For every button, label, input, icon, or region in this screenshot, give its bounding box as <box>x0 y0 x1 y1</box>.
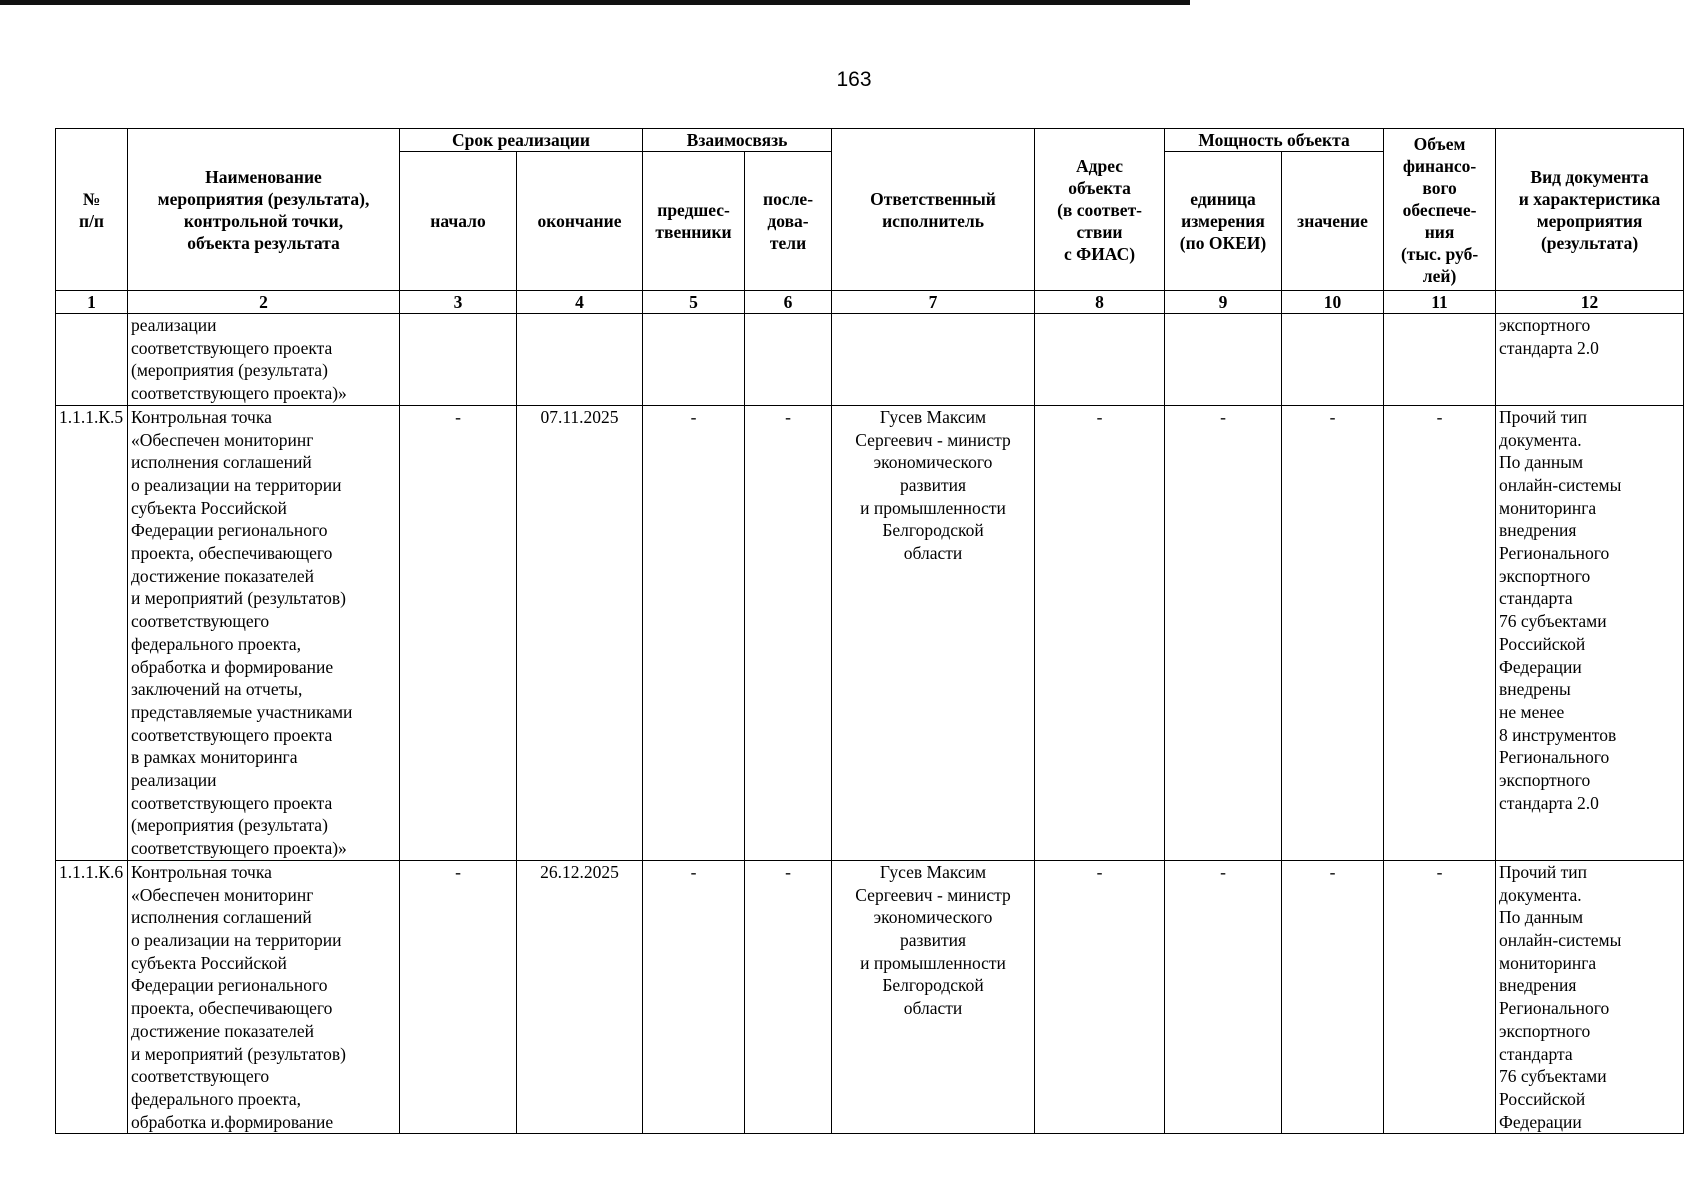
column-numbers-row <box>56 291 1684 314</box>
row-funding: - <box>1384 860 1496 1133</box>
row-unit: - <box>1165 860 1282 1133</box>
table-row <box>56 405 1684 860</box>
row-predecessors <box>643 314 745 406</box>
row-funding: - <box>1384 405 1496 860</box>
column-number: 1 <box>56 291 128 314</box>
header-end: окончание <box>517 152 643 291</box>
table-header <box>56 129 1684 314</box>
header-document: Вид документа и характеристика мероприятия (результата) <box>1496 129 1684 291</box>
column-number: 7 <box>832 291 1035 314</box>
column-number: 6 <box>745 291 832 314</box>
column-number: 2 <box>128 291 400 314</box>
column-number: 11 <box>1384 291 1496 314</box>
row-address <box>1035 314 1165 406</box>
row-predecessors: - <box>643 405 745 860</box>
row-name: реализации соответствующего проекта (мероприятия (результата) соответствующего проекта)» <box>128 314 400 406</box>
page-number: 163 <box>836 68 872 91</box>
row-name: Контрольная точка «Обеспечен мониторинг исполнения соглашений о реализации на территории субъекта Российской Федерации регионального проекта, обеспечивающего достижение показателей и мероприятий (результатов) соответствующего федерального проекта, обработка и формирование заключений на отчеты, представляемые участниками соответствующего проекта в рамках мониторинга реализации соответствующего проекта (мероприятия (результата) соответствующего проекта)» <box>128 405 400 860</box>
row-responsible: Гусев Максим Сергеевич - министр экономического развития и промышленности Белгородской области <box>832 405 1035 860</box>
column-number: 10 <box>1282 291 1384 314</box>
row-value: - <box>1282 405 1384 860</box>
column-number: 5 <box>643 291 745 314</box>
row-number <box>56 314 128 406</box>
header-responsible: Ответственный исполнитель <box>832 129 1035 291</box>
row-end: 26.12.2025 <box>517 860 643 1133</box>
row-unit <box>1165 314 1282 406</box>
table-body <box>56 314 1684 1134</box>
row-successors: - <box>745 860 832 1133</box>
top-border-rule <box>0 0 1190 5</box>
row-start <box>400 314 517 406</box>
column-number: 4 <box>517 291 643 314</box>
header-successors: после- дова- тели <box>745 152 832 291</box>
header-predecessors: предшес- твенники <box>643 152 745 291</box>
row-start: - <box>400 405 517 860</box>
row-successors: - <box>745 405 832 860</box>
row-number: 1.1.1.К.5 <box>56 405 128 860</box>
row-end <box>517 314 643 406</box>
column-number: 12 <box>1496 291 1684 314</box>
plan-table <box>55 128 1684 1134</box>
header-unit: единица измерения (по ОКЕИ) <box>1165 152 1282 291</box>
column-number: 8 <box>1035 291 1165 314</box>
row-end: 07.11.2025 <box>517 405 643 860</box>
row-responsible: Гусев Максим Сергеевич - министр экономического развития и промышленности Белгородской области <box>832 860 1035 1133</box>
row-successors <box>745 314 832 406</box>
row-responsible <box>832 314 1035 406</box>
row-address: - <box>1035 405 1165 860</box>
row-unit: - <box>1165 405 1282 860</box>
header-value: значение <box>1282 152 1384 291</box>
row-funding <box>1384 314 1496 406</box>
row-value <box>1282 314 1384 406</box>
row-name: Контрольная точка «Обеспечен мониторинг исполнения соглашений о реализации на территории субъекта Российской Федерации регионального проекта, обеспечивающего достижение показателей и мероприятий (результатов) соответствующего федерального проекта, обработка и.формирование <box>128 860 400 1133</box>
row-document: Прочий тип документа. По данным онлайн-системы мониторинга внедрения Регионального экспортного стандарта 76 субъектами Российской Федерации внедрены не менее 8 инструментов Регионального экспортного стандарта 2.0 <box>1496 405 1684 860</box>
header-name: Наименование мероприятия (результата), контрольной точки, объекта результата <box>128 129 400 291</box>
header-number: № п/п <box>56 129 128 291</box>
header-start: начало <box>400 152 517 291</box>
row-number: 1.1.1.К.6 <box>56 860 128 1133</box>
column-number: 9 <box>1165 291 1282 314</box>
row-predecessors: - <box>643 860 745 1133</box>
header-link-group: Взаимосвязь <box>643 129 832 152</box>
row-start: - <box>400 860 517 1133</box>
table-row <box>56 860 1684 1133</box>
row-document: Прочий тип документа. По данным онлайн-системы мониторинга внедрения Регионального экспортного стандарта 76 субъектами Российской Федерации <box>1496 860 1684 1133</box>
table-row <box>56 314 1684 406</box>
header-funding: Объем финансо- вого обеспече- ния (тыс. руб- лей) <box>1384 129 1496 291</box>
header-period-group: Срок реализации <box>400 129 643 152</box>
header-capacity-group: Мощность объекта <box>1165 129 1384 152</box>
row-value: - <box>1282 860 1384 1133</box>
row-address: - <box>1035 860 1165 1133</box>
row-document: экспортного стандарта 2.0 <box>1496 314 1684 406</box>
column-number: 3 <box>400 291 517 314</box>
header-address: Адрес объекта (в соответ- ствии с ФИАС) <box>1035 129 1165 291</box>
